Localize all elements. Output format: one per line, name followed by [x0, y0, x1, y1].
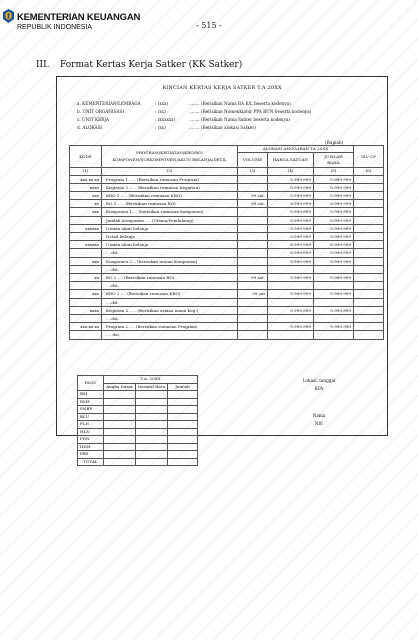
table-row: [70, 257, 384, 265]
fagu-ta-header: T.A. 20XX: [104, 376, 198, 384]
row-kode: xxxx: [70, 306, 102, 314]
row-sdcp: [354, 257, 384, 265]
row-jumlah: [314, 265, 354, 273]
fagu-row: [78, 458, 198, 466]
header-volume: VOLUME: [238, 153, 268, 168]
header-jumlah: JUMLAH BIAYA: [314, 153, 354, 168]
fagu-cell: [168, 406, 198, 414]
info-code: : (xx): [155, 125, 166, 130]
table-row: [70, 265, 384, 273]
row-harga: 9.999.999: [268, 241, 314, 249]
table-row: [70, 290, 384, 298]
row-jumlah: 9.999.999: [314, 241, 354, 249]
row-kode: xxx: [70, 208, 102, 216]
table-row: [70, 224, 384, 232]
row-kode: [70, 314, 102, 322]
info-label: d. ALOKASI: [77, 125, 103, 130]
fagu-row-label: RMP: [78, 398, 104, 406]
fagu-row: [78, 391, 198, 399]
row-uraian: KRO 2 .... (Berisikan rumusan KRO): [102, 290, 238, 298]
fagu-cell: [168, 428, 198, 436]
row-harga: [268, 314, 314, 322]
row-jumlah: 9.999.999: [314, 273, 354, 281]
fagu-row-label: RM: [78, 391, 104, 399]
row-harga: 9.999.999: [268, 224, 314, 232]
row-jumlah: 9.999.999: [314, 306, 354, 314]
row-jumlah: [314, 298, 354, 306]
fagu-cell: [168, 451, 198, 459]
row-sdcp: [354, 216, 384, 224]
row-kode: xxx.xx.xx: [70, 175, 102, 183]
fagu-cell: [136, 436, 168, 444]
column-number: (1): [70, 168, 102, 176]
row-jumlah: 9.999.999: [314, 257, 354, 265]
fagu-cell: [168, 413, 198, 421]
row-kode: [70, 298, 102, 306]
fagu-sub-header: Angka Dasar: [104, 383, 136, 391]
fagu-row: [78, 398, 198, 406]
row-harga: 9.999.999: [268, 175, 314, 183]
row-sdcp: [354, 282, 384, 290]
row-uraian: Jumlah Komponen .....(Utama/Pendukung): [102, 216, 238, 224]
row-sdcp: [354, 290, 384, 298]
row-jumlah: 9.999.999: [314, 290, 354, 298]
fagu-header: FAGU: [78, 376, 104, 391]
ministry-name: KEMENTERIAN KEUANGAN: [17, 12, 141, 23]
row-harga: 9.999.999: [268, 208, 314, 216]
header-alokasi: ALOKASI ANGGARAN TA 20XX: [238, 146, 354, 153]
row-jumlah: [314, 314, 354, 322]
row-kode: [70, 216, 102, 224]
column-number: (5): [314, 168, 354, 176]
row-jumlah: 9.999.999: [314, 183, 354, 191]
column-number: (3): [238, 168, 268, 176]
column-number-row: [70, 168, 384, 176]
section-number: III.: [36, 60, 50, 70]
fagu-cell: [104, 443, 136, 451]
header-kode: KODE: [70, 146, 102, 168]
row-kode: xxx: [70, 257, 102, 265]
row-kode: xxx: [70, 290, 102, 298]
row-harga: 9.999.999: [268, 191, 314, 199]
fagu-cell: [104, 428, 136, 436]
section-title: Format Kertas Kerja Satker (KK Satker): [60, 60, 243, 70]
info-desc: ........ (Berisikan Nomenklatur PPA BUN beserta kodenya): [189, 109, 312, 114]
fagu-cell: [136, 391, 168, 399]
row-volume: [238, 314, 268, 322]
table-row: [70, 273, 384, 281]
row-harga: 9.999.999: [268, 216, 314, 224]
signature-nip: NIP.: [314, 421, 324, 426]
fagu-cell: [104, 391, 136, 399]
signature-role: KPA: [314, 386, 324, 391]
fagu-cell: [136, 443, 168, 451]
info-label: c. UNIT KERJA: [77, 117, 110, 122]
info-desc: ........ (Berisikan Nama BA K/L beserta kodenya): [189, 101, 291, 106]
table-row: [70, 183, 384, 191]
fagu-row-label: PDN: [78, 436, 104, 444]
row-volume: [238, 241, 268, 249]
row-harga: 9.999.999: [268, 249, 314, 257]
row-volume: [238, 298, 268, 306]
row-sdcp: [354, 191, 384, 199]
table-row: [70, 241, 384, 249]
budget-table-body: [70, 175, 384, 339]
row-harga: 9.999.999: [268, 200, 314, 208]
fagu-cell: [168, 421, 198, 429]
row-harga: 9.999.999: [268, 290, 314, 298]
fagu-cell: [104, 451, 136, 459]
kemenkeu-logo-icon: [3, 9, 14, 23]
row-harga: [268, 265, 314, 273]
row-sdcp: [354, 232, 384, 240]
fagu-cell: [136, 406, 168, 414]
row-volume: [238, 282, 268, 290]
row-jumlah: 9.999.999: [314, 232, 354, 240]
row-sdcp: [354, 331, 384, 339]
row-uraian: Detail belanja: [102, 232, 238, 240]
fagu-row: [78, 413, 198, 421]
fagu-cell: [136, 398, 168, 406]
row-jumlah: [314, 331, 354, 339]
row-jumlah: 9.999.999: [314, 208, 354, 216]
row-sdcp: [354, 249, 384, 257]
table-row: [70, 331, 384, 339]
row-kode: xxxxxx: [70, 241, 102, 249]
fagu-row: [78, 436, 198, 444]
row-uraian: .... dst.: [102, 331, 238, 339]
fagu-table-body: [78, 391, 198, 466]
info-label: b. UNIT ORGANISASI: [77, 109, 125, 114]
row-kode: [70, 249, 102, 257]
row-kode: xxx.xx.xx: [70, 323, 102, 331]
signature-place-date: Lokasi, tanggal: [302, 378, 336, 383]
row-kode: [70, 282, 102, 290]
row-volume: [238, 183, 268, 191]
fagu-cell: [168, 398, 198, 406]
fagu-row-label: HLN: [78, 428, 104, 436]
row-kode: xx: [70, 200, 102, 208]
row-kode: xxx: [70, 191, 102, 199]
row-uraian: Komponen 2... (berisikan uraian komponen): [102, 257, 238, 265]
row-uraian: Program 1 ..... (Berisikan rumusan Program): [102, 175, 238, 183]
fagu-cell: [136, 451, 168, 459]
republic-name: REPUBLIK INDONESIA: [17, 24, 93, 31]
column-number: (6): [354, 168, 384, 176]
row-jumlah: 9.999.999: [314, 200, 354, 208]
fagu-row: [78, 428, 198, 436]
row-volume: [238, 208, 268, 216]
fagu-row-label: TOTAL: [78, 458, 104, 466]
row-harga: 9.999.999: [268, 306, 314, 314]
row-harga: [268, 331, 314, 339]
row-volume: [238, 265, 268, 273]
header-sdcp: SD/ CP: [354, 146, 384, 168]
row-harga: 9.999.999: [268, 183, 314, 191]
row-volume: [238, 257, 268, 265]
row-sdcp: [354, 224, 384, 232]
row-sdcp: [354, 306, 384, 314]
row-uraian: ....dst.: [102, 265, 238, 273]
row-harga: 9.999.999: [268, 257, 314, 265]
fagu-cell: [168, 391, 198, 399]
row-kode: xxxx: [70, 183, 102, 191]
form-title: RINCIAN KERTAS KERJA SATKER T.A 20XX: [162, 85, 282, 91]
info-label: a. KEMENTERIAN/LEMBAGA: [77, 101, 141, 106]
row-volume: [238, 323, 268, 331]
row-jumlah: 9.999.999: [314, 249, 354, 257]
row-harga: 9.999.999: [268, 232, 314, 240]
fagu-cell: [104, 406, 136, 414]
fagu-cell: [104, 421, 136, 429]
fagu-table: [77, 375, 198, 466]
fagu-row-label: BLU: [78, 413, 104, 421]
table-row: [70, 323, 384, 331]
fagu-row: [78, 421, 198, 429]
fagu-cell: [136, 458, 168, 466]
fagu-cell: [136, 421, 168, 429]
row-sdcp: [354, 183, 384, 191]
row-volume: [238, 306, 268, 314]
row-harga: 9.999.999: [268, 323, 314, 331]
row-uraian: RO 1 ..... (Berisikan rumusan RO): [102, 200, 238, 208]
row-kode: xxxxxx: [70, 224, 102, 232]
row-sdcp: [354, 265, 384, 273]
row-volume: 99 sat.: [238, 200, 268, 208]
page-number: - 515 -: [196, 21, 222, 30]
table-row: [70, 249, 384, 257]
row-uraian: ....dst.: [102, 282, 238, 290]
row-uraian: Uraian akun belanja: [102, 241, 238, 249]
row-jumlah: 9.999.999: [314, 224, 354, 232]
row-volume: [238, 249, 268, 257]
table-row: [70, 208, 384, 216]
row-volume: 99 sat: [238, 290, 268, 298]
column-number: (4): [268, 168, 314, 176]
fagu-cell: [104, 458, 136, 466]
row-harga: [268, 298, 314, 306]
row-uraian: Kegiatan 2.......(Berisikan uraian nama Keg.): [102, 306, 238, 314]
currency-unit: (Rupiah): [325, 140, 344, 145]
fagu-row: [78, 451, 198, 459]
row-sdcp: [354, 208, 384, 216]
row-sdcp: [354, 273, 384, 281]
row-kode: xx: [70, 273, 102, 281]
row-sdcp: [354, 323, 384, 331]
row-kode: [70, 331, 102, 339]
fagu-sub-header: Inisiatif Baru: [136, 383, 168, 391]
header-program: PROGRAM/KEGIATAN/KRO/RO/ KOMPONEN/SUBKOMPONEN/AKUN BELANJA/DETIL: [102, 146, 238, 168]
page-header: [0, 0, 418, 44]
fagu-row-label: PNBP: [78, 406, 104, 414]
row-uraian: Uraian akun belanja: [102, 224, 238, 232]
row-harga: 9.999.999: [268, 273, 314, 281]
fagu-cell: [104, 413, 136, 421]
row-uraian: Kegiatan 1 ..... (Berisikan rumusan Kegiatan): [102, 183, 238, 191]
row-jumlah: 9.999.999: [314, 323, 354, 331]
row-sdcp: [354, 200, 384, 208]
fagu-row-label: PBS: [78, 451, 104, 459]
table-row: [70, 232, 384, 240]
row-jumlah: 9.999.999: [314, 175, 354, 183]
row-sdcp: [354, 241, 384, 249]
row-volume: [238, 331, 268, 339]
row-jumlah: 9.999.999: [314, 191, 354, 199]
budget-table: [69, 145, 384, 340]
row-kode: [70, 265, 102, 273]
fagu-sub-header: Jumlah: [168, 383, 198, 391]
fagu-row-label: HDN: [78, 443, 104, 451]
table-row: [70, 200, 384, 208]
row-uraian: ....dst.: [102, 298, 238, 306]
table-row: [70, 191, 384, 199]
row-harga: [268, 282, 314, 290]
section-heading: [36, 60, 242, 70]
fagu-cell: [136, 413, 168, 421]
row-uraian: RO 2 .... (Berisikan rumusan RO): [102, 273, 238, 281]
table-row: [70, 175, 384, 183]
column-number: (2): [102, 168, 238, 176]
row-uraian: KRO 1 ..... (Berisikan rumusan KRO): [102, 191, 238, 199]
fagu-cell: [104, 398, 136, 406]
table-row: [70, 282, 384, 290]
row-volume: [238, 175, 268, 183]
row-volume: [238, 232, 268, 240]
row-kode: [70, 232, 102, 240]
fagu-cell: [104, 436, 136, 444]
row-volume: [238, 224, 268, 232]
row-uraian: Komponen 1.... (berisikan rumusan komponen): [102, 208, 238, 216]
row-sdcp: [354, 175, 384, 183]
form-frame: [56, 76, 388, 464]
header-harga: HARGA SATUAN: [268, 153, 314, 168]
fagu-cell: [136, 428, 168, 436]
info-desc: ........ (Berisikan Nama Satker beserta kodenya): [189, 117, 291, 122]
table-row: [70, 314, 384, 322]
row-volume: 99 sat.: [238, 191, 268, 199]
row-uraian: ....dst.: [102, 314, 238, 322]
row-volume: 99 sat.: [238, 273, 268, 281]
row-sdcp: [354, 314, 384, 322]
table-row: [70, 216, 384, 224]
row-sdcp: [354, 298, 384, 306]
signature-name: Nama: [312, 413, 326, 418]
row-jumlah: 9.999.999: [314, 216, 354, 224]
row-uraian: ....dst.: [102, 249, 238, 257]
row-jumlah: [314, 282, 354, 290]
fagu-row: [78, 443, 198, 451]
fagu-cell: [168, 458, 198, 466]
fagu-cell: [168, 436, 198, 444]
info-desc: ........ (Berisikan alokasi Satker): [189, 125, 256, 130]
row-volume: [238, 216, 268, 224]
info-code: : (xxxxxx): [155, 117, 176, 122]
fagu-row-label: PLN: [78, 421, 104, 429]
table-row: [70, 306, 384, 314]
table-row: [70, 298, 384, 306]
row-uraian: Program 2 .... (Berisikan rumusan Program): [102, 323, 238, 331]
info-code: : (xx): [155, 109, 166, 114]
info-code: : (xxx): [155, 101, 169, 106]
fagu-cell: [168, 443, 198, 451]
fagu-row: [78, 406, 198, 414]
